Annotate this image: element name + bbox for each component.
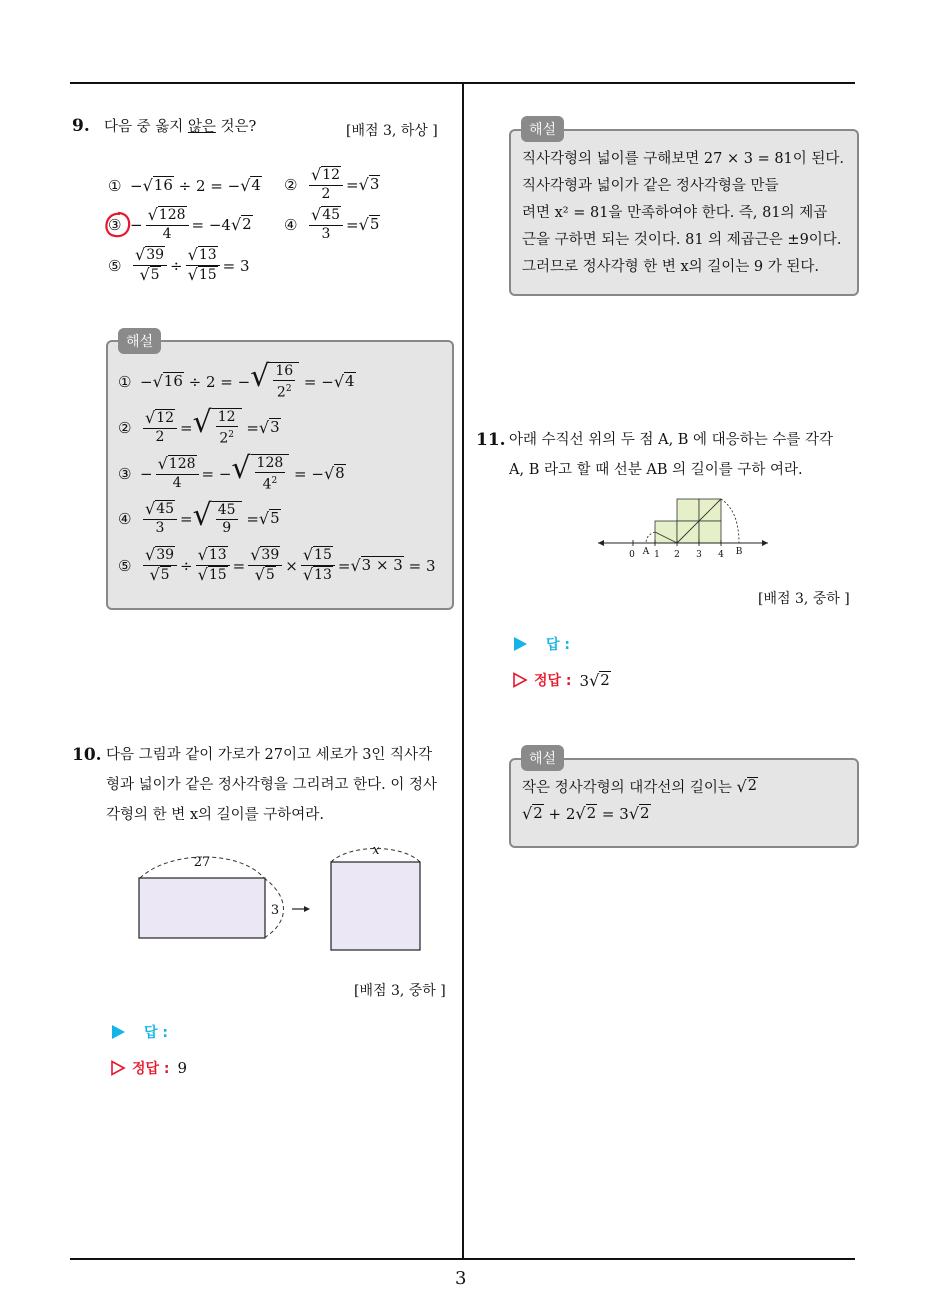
q9-choice-4[interactable]: ④ √ 45 3 = √ 5 [284, 205, 380, 242]
play-icon [512, 636, 528, 652]
bottom-rule [70, 1258, 855, 1260]
question-11-text: 아래 수직선 위의 두 점 A, B 에 대응하는 수를 각각 A, B 라고 할 때 선분 AB 의 길이를 구하 여라. [509, 432, 833, 478]
exp9-line-4: ④ √ 45 3 = √ $\frac{45}{9}$ = √ 5 [118, 497, 280, 536]
outline-play-icon [110, 1060, 126, 1076]
exp11-line-2: √ 2 + 2 √ 2 = 3 √ 2 [522, 804, 650, 823]
q9-choice-3[interactable]: ③ − √ 128 4 = −4 √ 2 [108, 205, 252, 242]
question-10-score: [배점 3, 중하 ] [354, 983, 446, 999]
svg-text:0: 0 [629, 550, 635, 560]
explanation-11-box [509, 758, 859, 848]
point-a-label: A [642, 547, 650, 557]
outline-play-icon [512, 672, 528, 688]
q11-answer-row[interactable]: 답 : [512, 634, 570, 654]
point-b-label: B [735, 547, 743, 557]
question-10-text: 다음 그림과 같이 가로가 27이고 세로가 3인 직사각 형과 넓이가 같은 정사각형을 그리려고 한다. 이 정사 각형의 한 변 x의 길이를 구하여라. [106, 747, 438, 823]
q9-choice-1[interactable]: ① − √ 16 ÷ 2 = − √ 4 [108, 176, 261, 195]
explanation-10-text: 직사각형의 넓이를 구해보면 27 × 3 = 81이 된다. 직사각형과 넓이가 같은 정사각형을 만들 려면 x² = 81을 만족하여야 한다. 즉, 81의 제곱 근을 구하면 되는 것이다. 81 의 제곱근은 ±9이다. 그러므로 정사각형 한 변 x의 길이는 9 가 된다. [522, 151, 845, 275]
exp9-line-2: ② √ 12 2 = √ $\frac{12}{2^2}$ = √ 3 [118, 405, 280, 447]
explanation-9-tag: 해설 [118, 328, 161, 354]
question-10-number: 10. [72, 745, 102, 765]
fig-height-label: 3 [270, 903, 280, 918]
svg-text:2: 2 [674, 550, 680, 560]
fig-side-label: x [372, 843, 380, 858]
svg-text:3: 3 [696, 550, 702, 560]
question-9-number: 9. [72, 116, 90, 136]
question-11-number: 11. [476, 430, 506, 450]
q9-choice-5[interactable]: ⑤ √ 39 √ 5 ÷ √ 13 √ 15 = 3 [108, 245, 250, 284]
svg-text:1: 1 [654, 550, 660, 560]
exp9-line-1: ① − √ 16 ÷ 2 = − √ $\frac{16}{2^2}$ = − √ 4 [118, 359, 355, 401]
q11-solution-row: 정답 : 3 √ 2 [512, 670, 611, 690]
number-line-figure [594, 494, 772, 562]
exp11-line-1: 작은 정사각형의 대각선의 길이는 √ 2 [522, 777, 757, 796]
column-divider [462, 82, 464, 1260]
red-circle-mark [103, 210, 133, 240]
fig-width-label: 27 [193, 855, 211, 870]
question-9-text: 다음 중 옳지 않은 것은? [104, 119, 257, 135]
question-9-score: [배점 3, 하상 ] [346, 123, 438, 139]
page-number: 3 [455, 1268, 467, 1289]
underlined-word: 않은 [187, 119, 216, 135]
question-11-score: [배점 3, 중하 ] [758, 591, 850, 607]
rectangle-square-figure [130, 842, 430, 957]
q11-solution-value: 3 √ 2 [579, 670, 610, 690]
q10-answer-row[interactable]: 답 : [110, 1022, 168, 1042]
exp9-line-3: ③ − √ 128 4 = − √ $\frac{128}{4^2}$ = − √ 8 [118, 451, 345, 493]
explanation-10-tag: 해설 [521, 116, 564, 142]
exp9-line-5: ⑤ √ 39 √ 5 ÷ √ 13 √ 15 = √ 39 √ 5 × √ 15 √ 13 = √ 3 × 3 = 3 [118, 545, 436, 584]
q10-solution-row: 정답 : 9 [110, 1058, 187, 1078]
q9-choice-2[interactable]: ② √ 12 2 = √ 3 [284, 165, 380, 202]
explanation-11-tag: 해설 [521, 745, 564, 771]
play-icon [110, 1024, 126, 1040]
svg-text:4: 4 [718, 550, 724, 560]
